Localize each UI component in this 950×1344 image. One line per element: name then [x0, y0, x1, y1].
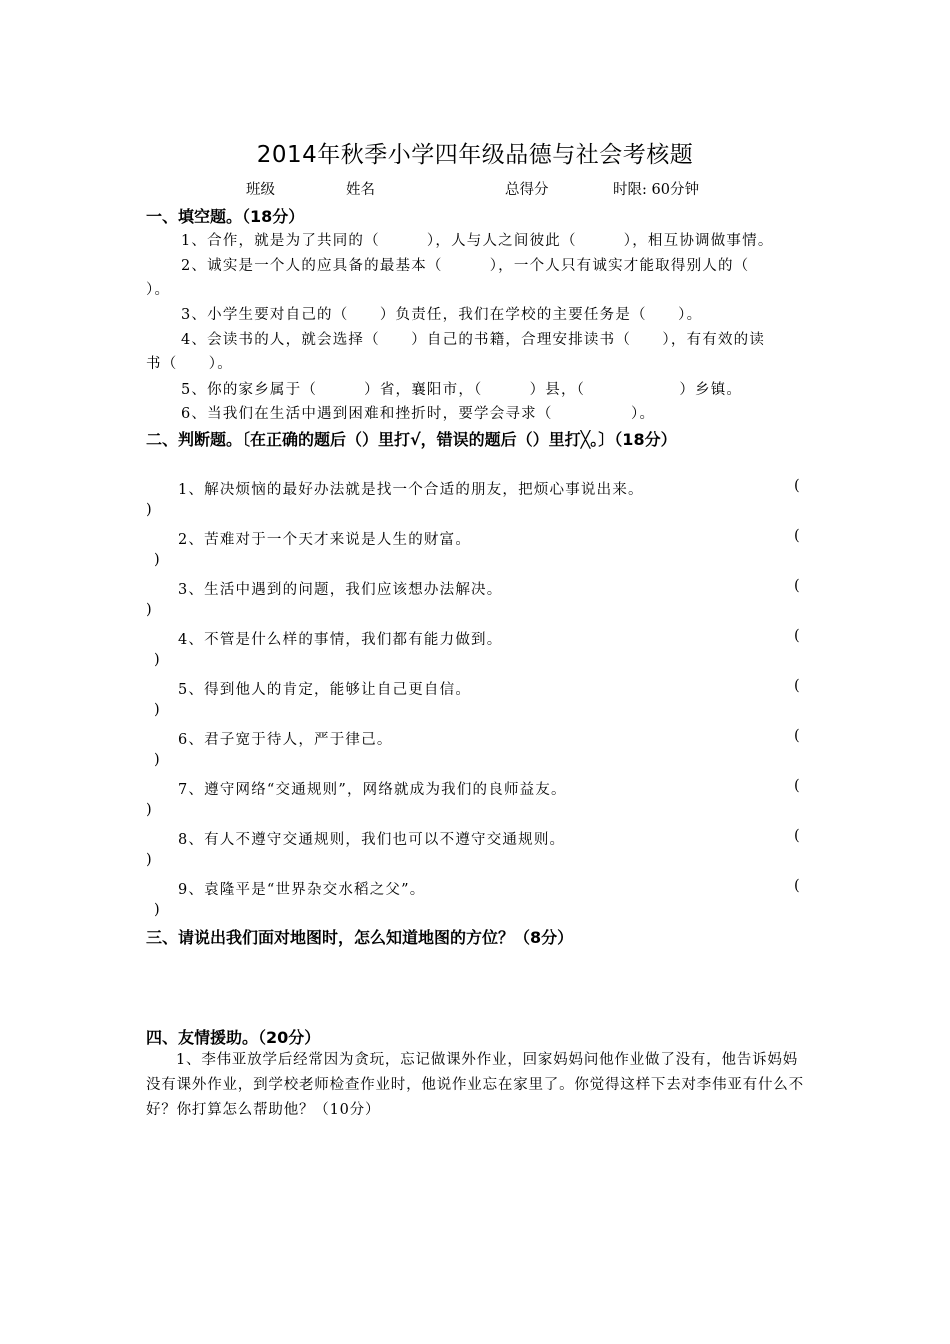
judge-item-2: 2、苦难对于一个天才来说是人生的财富。: [178, 532, 472, 548]
fill-question-4: 4、会读书的人，就会选择（ ）自己的书籍，合理安排读书（ ），有有效的读: [181, 332, 766, 348]
judge-answer-close: ): [154, 902, 160, 918]
judge-answer-close: ): [146, 602, 152, 618]
name-label: 姓名: [346, 182, 375, 198]
judge-answer-open: (: [794, 578, 800, 594]
judge-answer-close: ): [146, 852, 152, 868]
judge-answer-open: (: [794, 878, 800, 894]
fill-question-2: 2、诚实是一个人的应具备的最基本（ ），一个人只有诚实才能取得别人的（: [181, 258, 750, 274]
fill-question-6: 6、当我们在生活中遇到困难和挫折时，要学会寻求（ ）。: [181, 406, 656, 422]
judge-item-4: 4、不管是什么样的事情，我们都有能力做到。: [178, 632, 503, 648]
fill-question-3: 3、小学生要对自己的（ ）负责任，我们在学校的主要任务是（ ）。: [181, 307, 703, 323]
fill-question-5: 5、你的家乡属于（ ）省，襄阳市，（ ）县，（ ）乡镇。: [181, 382, 743, 398]
judge-answer-open: (: [794, 828, 800, 844]
score-label: 总得分: [505, 182, 549, 198]
judge-answer-close: ): [146, 502, 152, 518]
fill-question-1: 1、合作，就是为了共同的（ ），人与人之间彼此（ ），相互协调做事情。: [181, 233, 774, 249]
judge-item-5: 5、得到他人的肯定，能够让自己更自信。: [178, 682, 472, 698]
section4-heading: 四、友情援助。（20分）: [146, 1028, 321, 1047]
page-title: 2014年秋季小学四年级品德与社会考核题: [256, 142, 694, 168]
fill-question-2-cont: ）。: [146, 282, 171, 298]
judge-answer-close: ): [154, 702, 160, 718]
judge-answer-open: (: [794, 528, 800, 544]
judge-item-1: 1、解决烦恼的最好办法就是找一个合适的朋友，把烦心事说出来。: [178, 482, 644, 498]
section3-heading: 三、请说出我们面对地图时，怎么知道地图的方位？（8分）: [146, 928, 574, 947]
judge-answer-close: ): [154, 652, 160, 668]
help-question-1: 1、李伟亚放学后经常因为贪玩，忘记做课外作业，回家妈妈问他作业做了没有，他告诉妈妈没有课外作业，到学校老师检查作业时，他说作业忘在家里了。你觉得这样下去对李伟亚有什么不好？你打算怎么帮助他？（10分）: [146, 1052, 804, 1118]
judge-item-3: 3、生活中遇到的问题，我们应该想办法解决。: [178, 582, 503, 598]
judge-answer-open: (: [794, 678, 800, 694]
section2-heading: 二、判断题。〔在正确的题后（）里打√，错误的题后（）里打╳。〕（18分）: [146, 430, 677, 449]
judge-answer-close: ): [146, 802, 152, 818]
judge-item-9: 9、袁隆平是“世界杂交水稻之父”。: [178, 882, 426, 898]
judge-answer-open: (: [794, 478, 800, 494]
fill-question-4-cont: 书（ ）。: [146, 356, 233, 372]
judge-answer-close: ): [154, 752, 160, 768]
class-label: 班级: [246, 182, 275, 198]
judge-answer-open: (: [794, 728, 800, 744]
judge-answer-open: (: [794, 778, 800, 794]
judge-item-6: 6、君子宽于待人，严于律己。: [178, 732, 393, 748]
judge-answer-close: ): [154, 552, 160, 568]
section1-heading: 一、填空题。（18分）: [146, 207, 305, 226]
judge-item-7: 7、遵守网络“交通规则”，网络就成为我们的良师益友。: [178, 782, 567, 798]
time-label: 时限: 60分钟: [613, 182, 699, 198]
judge-answer-open: (: [794, 628, 800, 644]
judge-item-8: 8、有人不遵守交通规则，我们也可以不遵守交通规则。: [178, 832, 566, 848]
